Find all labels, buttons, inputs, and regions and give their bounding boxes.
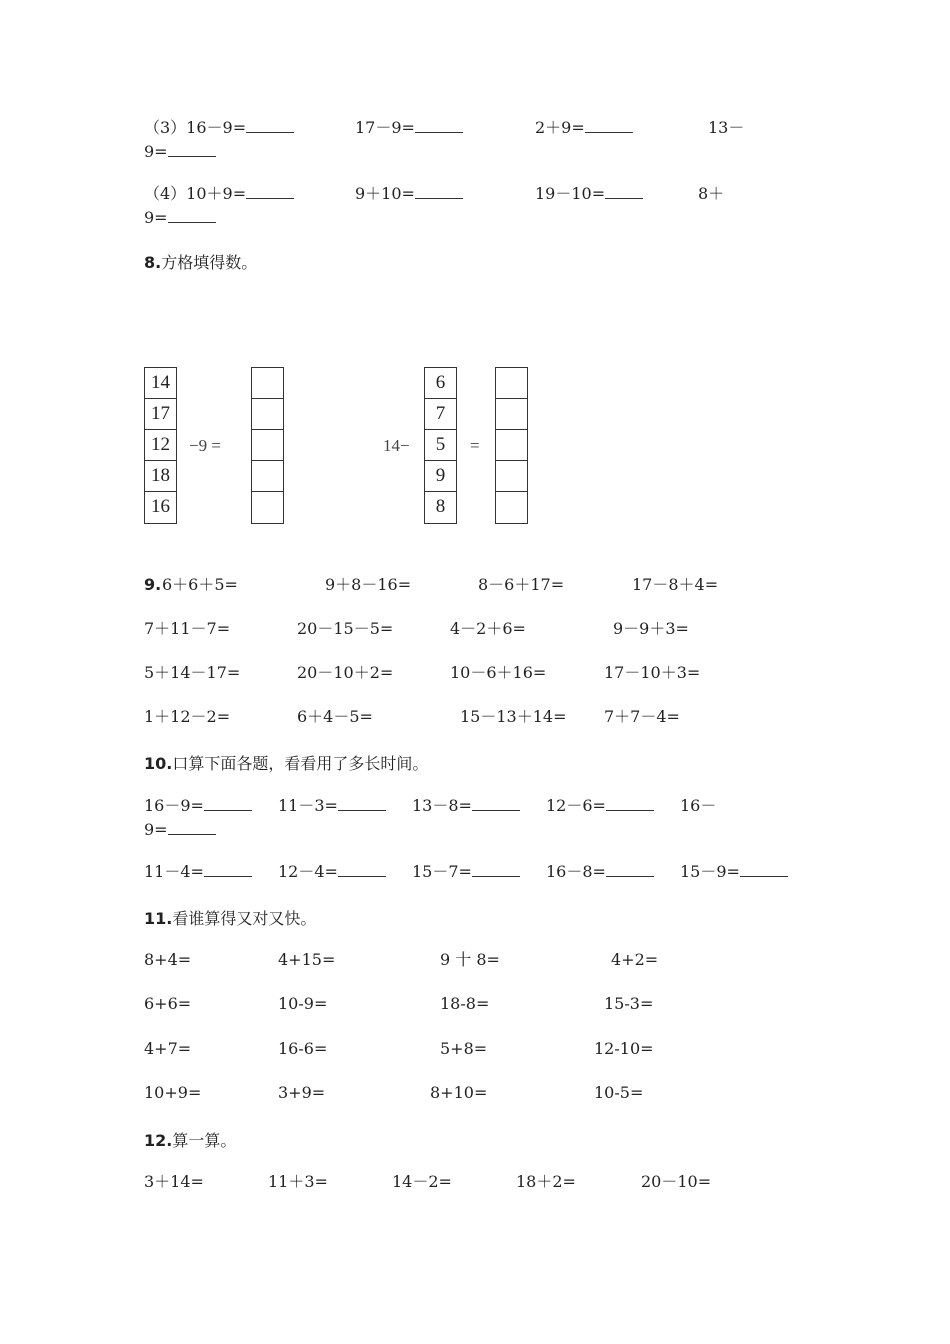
q11-problem: 4+15=: [278, 950, 336, 969]
q11-problem: 5+8=: [440, 1039, 488, 1058]
question-number: 8.: [144, 253, 162, 272]
question-title: 看谁算得又对又快。: [172, 909, 317, 928]
q7-r3-item3: 2＋9=: [535, 118, 633, 138]
answer-blank[interactable]: [338, 862, 386, 877]
q12-problem: 11＋3=: [268, 1172, 328, 1191]
answer-blank[interactable]: [606, 796, 654, 811]
q12-problem: 14－2=: [392, 1172, 452, 1191]
q8-right-operator: =: [470, 436, 480, 455]
q7-r4-wrap: 9=: [144, 208, 216, 228]
answer-blank[interactable]: [168, 208, 216, 223]
q9-problem: 20－15－5=: [297, 619, 394, 638]
q10-problem-wrap: 9=: [144, 820, 216, 840]
q7-r3-item4: 13－: [708, 118, 745, 137]
q10-heading: [144, 751, 428, 774]
q8-right-prefix: 14−: [383, 436, 410, 455]
q9-problem: 9－9＋3=: [613, 619, 689, 638]
grid-cell: 17: [145, 399, 176, 430]
q8-left-number-column: [144, 367, 177, 524]
q9-problem: 9＋8－16=: [325, 575, 412, 594]
q9-problem: 1＋12－2=: [144, 707, 231, 726]
q10-problem: 12－6=: [546, 796, 654, 816]
q8-right-number-column: [424, 367, 457, 524]
q9-problem: 7＋7－4=: [604, 707, 680, 726]
q9-problem: 10－6＋16=: [450, 663, 547, 682]
q11-problem: 9 十 8=: [440, 950, 500, 969]
q11-problem: 4+7=: [144, 1039, 192, 1058]
q11-problem: 16-6=: [278, 1039, 328, 1058]
q10-problem: 16－9=: [144, 796, 252, 816]
q12-problem: 18＋2=: [516, 1172, 576, 1191]
q11-problem: 8+10=: [430, 1083, 488, 1102]
grid-cell: 12: [145, 430, 176, 461]
q11-problem: 10-9=: [278, 994, 328, 1013]
answer-blank[interactable]: [168, 820, 216, 835]
question-title: 方格填得数。: [161, 253, 258, 272]
q10-problem: 16－: [680, 796, 717, 815]
answer-cell[interactable]: [252, 430, 283, 461]
q10-problem: 13－8=: [412, 796, 520, 816]
answer-cell[interactable]: [496, 461, 527, 492]
answer-cell[interactable]: [496, 492, 527, 523]
grid-cell: 9: [425, 461, 456, 492]
q8-left-operator: −9 =: [189, 436, 221, 455]
grid-cell: 18: [145, 461, 176, 492]
answer-blank[interactable]: [246, 184, 294, 199]
answer-blank[interactable]: [204, 796, 252, 811]
q11-problem: 3+9=: [278, 1083, 326, 1102]
q7-r3-wrap: 9=: [144, 142, 216, 162]
q11-problem: 15-3=: [604, 994, 654, 1013]
answer-blank[interactable]: [415, 184, 463, 199]
q8-right-answer-column: [495, 367, 528, 524]
answer-blank[interactable]: [472, 796, 520, 811]
q9-problem: 8－6＋17=: [478, 575, 565, 594]
grid-cell: 5: [425, 430, 456, 461]
q9-problem: 4－2＋6=: [450, 619, 526, 638]
q7-r3-item1: （3）16－9=: [144, 118, 294, 138]
q9-problem: 17－10＋3=: [604, 663, 701, 682]
answer-cell[interactable]: [252, 492, 283, 523]
q10-problem: 15－7=: [412, 862, 520, 882]
question-title: 口算下面各题，看看用了多长时间。: [172, 754, 429, 773]
q11-problem: 4+2=: [611, 950, 659, 969]
answer-cell[interactable]: [252, 399, 283, 430]
answer-cell[interactable]: [252, 368, 283, 399]
q11-problem: 6+6=: [144, 994, 192, 1013]
q11-problem: 12-10=: [594, 1039, 654, 1058]
answer-blank[interactable]: [168, 142, 216, 157]
answer-blank[interactable]: [204, 862, 252, 877]
grid-cell: 6: [425, 368, 456, 399]
answer-blank[interactable]: [338, 796, 386, 811]
q10-problem: 11－3=: [278, 796, 386, 816]
q12-heading: [144, 1128, 236, 1151]
q12-problem: 3＋14=: [144, 1172, 204, 1191]
grid-cell: 8: [435, 496, 446, 517]
answer-cell[interactable]: [252, 461, 283, 492]
q9-problem: 6＋6＋5=: [162, 575, 238, 594]
q10-problem: 12－4=: [278, 862, 386, 882]
q11-problem: 10+9=: [144, 1083, 202, 1102]
q9-problem: 7＋11－7=: [144, 619, 231, 638]
answer-cell[interactable]: [496, 368, 527, 399]
q9-problem: 6＋4－5=: [297, 707, 373, 726]
question-number: 9.: [144, 575, 162, 594]
q11-problem: 10-5=: [594, 1083, 644, 1102]
answer-cell[interactable]: [496, 399, 527, 430]
answer-blank[interactable]: [740, 862, 788, 877]
q9-problem: 5＋14－17=: [144, 663, 241, 682]
q8-left-answer-column: [251, 367, 284, 524]
answer-blank[interactable]: [606, 862, 654, 877]
answer-blank[interactable]: [605, 184, 643, 199]
q10-problem: 15－9=: [680, 862, 788, 882]
q9-problem: 15－13＋14=: [460, 707, 567, 726]
answer-blank[interactable]: [472, 862, 520, 877]
q11-problem: 8+4=: [144, 950, 192, 969]
question-number: 10.: [144, 754, 173, 773]
q7-r4-item2: 9＋10=: [355, 184, 463, 204]
q10-problem: 11－4=: [144, 862, 252, 882]
q9-problem: 20－10＋2=: [297, 663, 394, 682]
q8-heading: [144, 250, 257, 273]
q7-r4-item4: 8＋: [698, 184, 725, 203]
answer-blank[interactable]: [415, 118, 463, 133]
answer-blank[interactable]: [585, 118, 633, 133]
q7-r4-item3: 19－10=: [535, 184, 643, 204]
question-title: 算一算。: [172, 1131, 237, 1150]
answer-blank[interactable]: [246, 118, 294, 133]
grid-cell: 16: [151, 496, 170, 517]
question-number: 11.: [144, 909, 173, 928]
q10-problem: 16－8=: [546, 862, 654, 882]
grid-cell: 7: [425, 399, 456, 430]
q9-problem: 17－8＋4=: [632, 575, 719, 594]
question-number: 12.: [144, 1131, 173, 1150]
answer-cell[interactable]: [496, 430, 527, 461]
q7-r4-item1: （4）10＋9=: [144, 184, 294, 204]
q11-heading: [144, 906, 316, 929]
q11-problem: 18-8=: [440, 994, 490, 1013]
q12-problem: 20－10=: [641, 1172, 712, 1191]
q7-r3-item2: 17－9=: [355, 118, 463, 138]
grid-cell: 14: [145, 368, 176, 399]
